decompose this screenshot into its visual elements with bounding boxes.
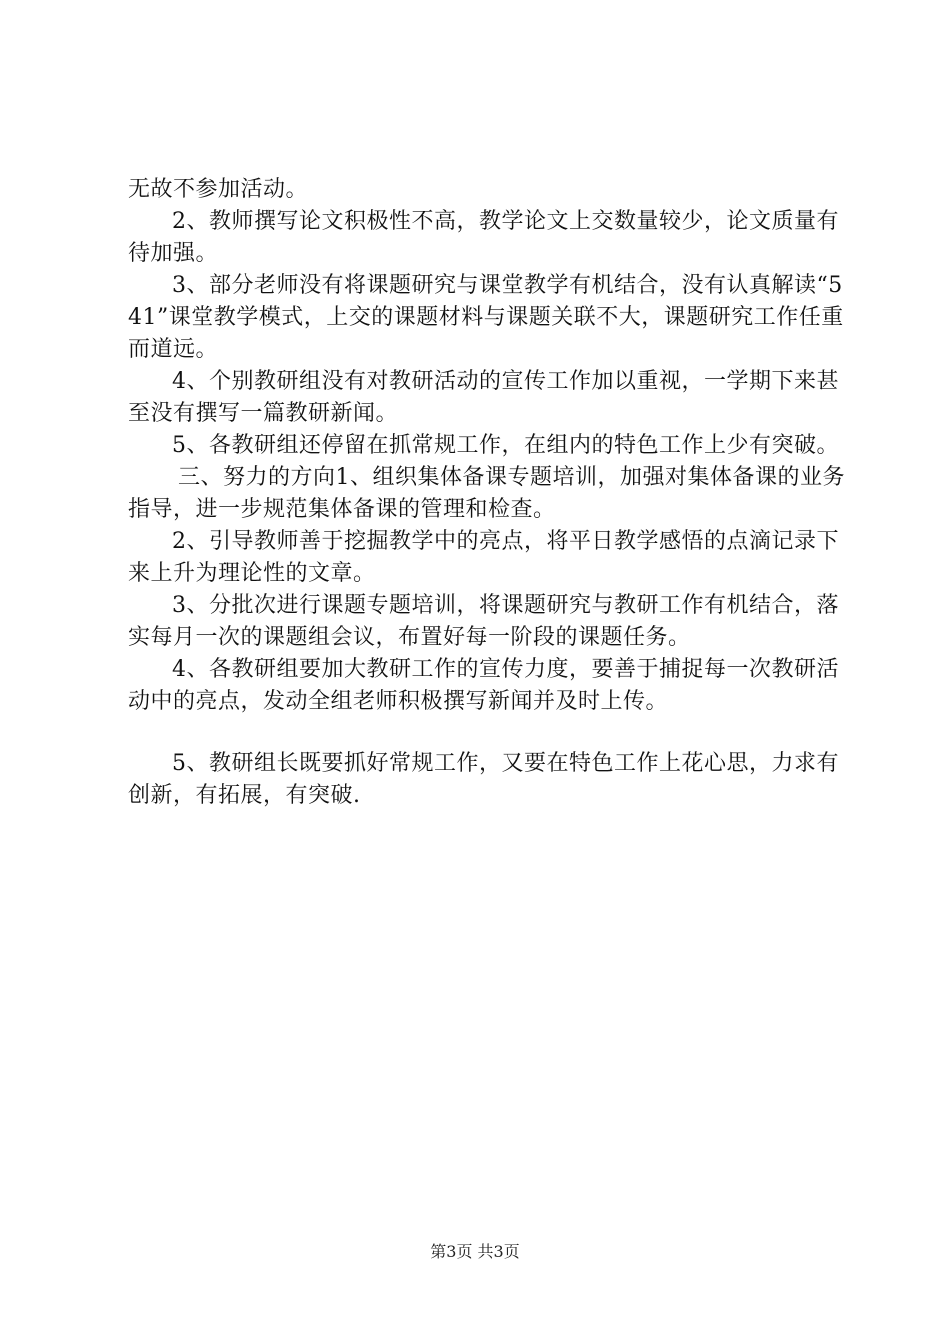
paragraph-spacer	[128, 718, 848, 748]
paragraph-direction-3: 3、分批次进行课题专题培训，将课题研究与教研工作有机结合，落实每月一次的课题组会议，布置好每一阶段的课题任务。	[128, 593, 839, 650]
paragraph-direction-5: 5、教研组长既要抓好常规工作，又要在特色工作上花心思，力求有创新，有拓展，有突破.	[128, 751, 839, 808]
paragraph-item-2: 2、教师撰写论文积极性不高，教学论文上交数量较少，论文质量有待加强。	[128, 209, 839, 266]
paragraph-direction-2: 2、引导教师善于挖掘教学中的亮点，将平日教学感悟的点滴记录下来上升为理论性的文章。	[128, 529, 839, 586]
paragraph-continuation: 无故不参加活动。	[128, 177, 309, 202]
paragraph-item-3: 3、部分老师没有将课题研究与课堂教学有机结合，没有认真解读“541”课堂教学模式，上交的课题材料与课题关联不大，课题研究工作任重而道远。	[128, 273, 844, 362]
page-number-footer: 第3页 共3页	[430, 1242, 520, 1261]
document-body	[128, 174, 848, 812]
section-heading-directions: 三、努力的方向1、组织集体备课专题培训，加强对集体备课的业务指导，进一步规范集体备课的管理和检查。	[128, 465, 845, 522]
paragraph-item-5: 5、各教研组还停留在抓常规工作，在组内的特色工作上少有突破。	[172, 433, 839, 458]
paragraph-item-4: 4、个别教研组没有对教研活动的宣传工作加以重视，一学期下来甚至没有撰写一篇教研新闻。	[128, 369, 839, 426]
paragraph-direction-4: 4、各教研组要加大教研工作的宣传力度，要善于捕捉每一次教研活动中的亮点，发动全组老师积极撰写新闻并及时上传。	[128, 657, 839, 714]
